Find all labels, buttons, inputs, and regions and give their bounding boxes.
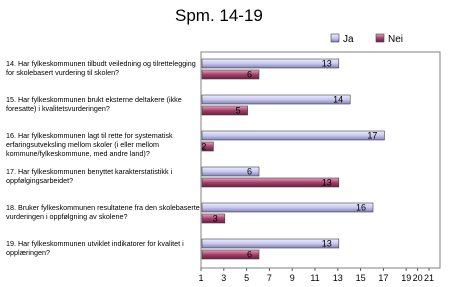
category-label: 19. Har fylkeskommunen utviklet indikatorer for kvalitet i opplæringen? [6, 239, 184, 257]
data-label: 16 [355, 202, 366, 213]
bar-ja [202, 59, 339, 68]
data-label: 2 [201, 141, 207, 152]
chart-title: Spm. 14-19 [175, 6, 263, 25]
category-label: 14. Har fylkeskommunen tilbudt veiledning og tilrettelegging for skolebasert vurdering til skolen? [6, 59, 196, 77]
tick-label: 11 [310, 273, 320, 283]
plot-frame [201, 52, 440, 268]
legend [331, 34, 403, 45]
bar-ja [202, 203, 373, 212]
legend-swatch-nei [376, 34, 384, 42]
data-label: 13 [321, 238, 332, 249]
tick-label: 20 [412, 273, 423, 283]
x-axis [198, 268, 434, 283]
tick-label: 5 [244, 273, 250, 283]
data-label: 6 [246, 69, 252, 80]
data-label: 3 [212, 213, 218, 224]
tick-label: 21 [423, 273, 435, 283]
bar-ja [202, 95, 350, 104]
tick-label: 17 [378, 273, 389, 283]
tick-label: 15 [355, 273, 366, 283]
data-label: 6 [246, 249, 252, 260]
data-label: 13 [321, 58, 332, 69]
bar-ja [202, 131, 384, 140]
tick-label: 13 [332, 273, 343, 283]
data-label: 14 [333, 94, 344, 105]
bar-nei [202, 178, 339, 187]
legend-swatch-ja [331, 34, 339, 42]
legend-label-ja: Ja [343, 34, 354, 45]
legend-label-nei: Nei [388, 34, 404, 45]
tick-label: 7 [266, 273, 272, 283]
tick-label: 1 [198, 273, 204, 283]
tick-label: 9 [289, 273, 295, 283]
data-label: 13 [321, 177, 332, 188]
category-label: 15. Har fylkeskommunen brukt eksterne deltakere (ikke foresatte) i kvalitetsvurderingen? [6, 95, 182, 113]
data-label: 5 [235, 105, 241, 116]
data-label: 6 [246, 166, 252, 177]
bar-nei [202, 106, 248, 115]
tick-label: 3 [221, 273, 227, 283]
data-label: 17 [367, 130, 378, 141]
category-label: 18. Bruker fylkeskommunen resultatene fra den skolebaserte vurderingen i oppfølgning av skolene? [6, 203, 200, 221]
bar-ja [202, 239, 339, 248]
tick-label: 19 [401, 273, 412, 283]
plot-area [201, 52, 440, 268]
category-label: 16. Har fylkeskommunen lagt til rette for systematisk erfaringsutveksling mellom skoler (i eller mellom kommune/fylkeskommune, med andre land)? [6, 131, 173, 158]
category-label: 17. Har fylkeskommunen benyttet karakterstatistikk i oppfølgingsarbeidet? [6, 167, 173, 185]
